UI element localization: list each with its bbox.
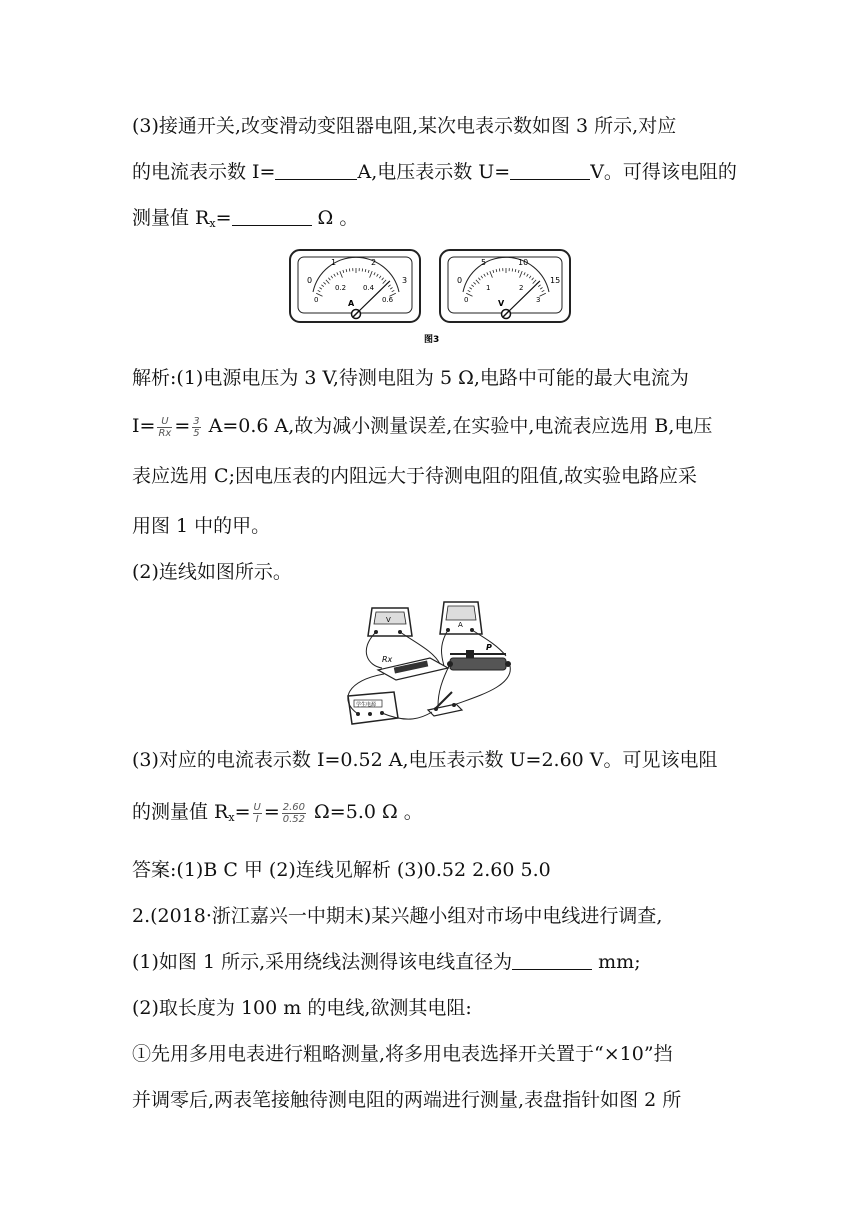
voltmeter-inner-3: 3: [536, 296, 541, 304]
line2-tail: V。可得该电阻的: [590, 161, 737, 183]
rx-formula-subscript: x: [228, 811, 235, 824]
ammeter: [290, 250, 420, 322]
wiring-power-supply: [348, 692, 398, 724]
rx-subscript: x: [209, 217, 216, 230]
equals-sign: =: [215, 207, 232, 229]
meters-svg: [288, 248, 572, 348]
ammeter-inner-3: 0.6: [382, 296, 394, 304]
ammeter-unit: A: [348, 299, 355, 308]
rx-formula-result: Ω=5.0 Ω 。: [308, 801, 423, 823]
ammeter-outer-3: 3: [402, 276, 408, 285]
analysis-line5: (2)连线如图所示。: [132, 561, 292, 583]
voltmeter-outer-1: 5: [481, 258, 487, 267]
wiring-resistor-label: Rx: [382, 655, 393, 664]
current-blank[interactable]: [275, 161, 357, 180]
ammeter-inner-0: 0: [314, 296, 319, 304]
fraction-u-over-rx: $\frac{U}{Rx}$: [158, 415, 172, 439]
figure-3-caption: 图3: [424, 335, 440, 345]
ammeter-outer-0: 0: [307, 276, 313, 285]
figure-3-meters: [288, 248, 572, 348]
voltage-blank[interactable]: [510, 161, 590, 180]
wiring-power-label: 学生电源: [356, 702, 377, 708]
question-2-line5: 并调零后,两表笔接触待测电阻的两端进行测量,表盘指针如图 2 所: [132, 1089, 682, 1111]
question-3-line2: [132, 160, 737, 184]
voltmeter-unit: V: [498, 299, 505, 308]
rx-formula-equals: =: [234, 801, 251, 823]
wiring-voltmeter-label: V: [386, 616, 391, 624]
wiring-resistor-board: [378, 655, 448, 680]
voltmeter-inner-1: 1: [486, 284, 491, 292]
voltmeter: [440, 250, 570, 322]
diameter-blank[interactable]: [512, 951, 592, 970]
current-formula-prefix: I=: [132, 415, 156, 437]
rx-formula-prefix: 的测量值 R: [132, 801, 229, 823]
current-prompt: 的电流表示数 I=: [132, 161, 276, 183]
wiring-ammeter: [440, 602, 482, 634]
wiring-ammeter-label: A: [458, 621, 463, 629]
diameter-unit: mm;: [592, 951, 641, 973]
question-3-line3: [132, 206, 358, 236]
voltmeter-outer-0: 0: [457, 276, 463, 285]
ammeter-inner-1: 0.2: [335, 284, 347, 292]
answer-line: 答案:(1)B C 甲 (2)连线见解析 (3)0.52 2.60 5.0: [132, 859, 551, 881]
voltmeter-inner-0: 0: [464, 296, 469, 304]
question-2-line3: (2)取长度为 100 m 的电线,欲测其电阻:: [132, 997, 472, 1019]
resistance-blank[interactable]: [232, 207, 312, 226]
fraction-u-over-i: $\frac{U}{I}$: [253, 801, 261, 825]
analysis-line1: 解析:(1)电源电压为 3 V,待测电阻为 5 Ω,电路中可能的最大电流为: [132, 367, 689, 389]
voltmeter-inner-2: 2: [519, 284, 524, 292]
ammeter-outer-2: 2: [371, 258, 377, 267]
measured-value-label: 测量值 R: [132, 207, 210, 229]
question-3-line1: (3)接通开关,改变滑动变阻器电阻,某次电表示数如图 3 所示,对应: [132, 115, 677, 137]
diameter-prompt: (1)如图 1 所示,采用绕线法测得该电线直径为: [132, 951, 513, 973]
analysis-line3: 表应选用 C;因电压表的内阻远大于待测电阻的阻值,故实验电路应采: [132, 465, 698, 487]
ammeter-inner-2: 0.4: [363, 284, 375, 292]
question-2-line4: ①先用多用电表进行粗略测量,将多用电表选择开关置于“×10”挡: [132, 1043, 673, 1065]
ammeter-outer-1: 1: [331, 258, 337, 267]
wiring-voltmeter: [368, 608, 412, 636]
fraction-3-over-5: $\frac{3}{5}$: [193, 415, 200, 439]
analysis-line2-text: A=0.6 A,故为减小测量误差,在实验中,电流表应选用 B,电压: [202, 415, 713, 437]
wiring-svg: [338, 600, 528, 732]
wiring-diagram: [338, 600, 528, 732]
wiring-slider-label: P: [486, 643, 492, 652]
wiring-rheostat: [447, 643, 511, 670]
question-2-line1: 2.(2018·浙江嘉兴一中期末)某兴趣小组对市场中电线进行调查,: [132, 905, 663, 927]
analysis-line4: 用图 1 中的甲。: [132, 515, 271, 537]
voltmeter-outer-3: 15: [550, 276, 561, 285]
voltmeter-outer-2: 10: [518, 258, 529, 267]
ohm-unit: Ω 。: [317, 207, 359, 229]
analysis-line7: 的测量值 $R_x=$ $\frac{U}{I}$ = $\frac{2.60}{0.52}$ Ω=5.0 Ω 。: [132, 801, 423, 825]
fraction-260-over-052: $\frac{2.60}{0.52}$: [282, 801, 306, 825]
voltage-prompt: A,电压表示数 U=: [357, 161, 511, 183]
question-2-line2: [132, 950, 641, 974]
analysis-line6: (3)对应的电流表示数 I=0.52 A,电压表示数 U=2.60 V。可见该电阻: [132, 749, 718, 771]
analysis-line2: I= $\frac{U}{Rx}$ = $\frac{3}{5}$ A=0.6 A,故为减小测量误差,在实验中,电流表应选用 B,电压: [132, 415, 713, 439]
